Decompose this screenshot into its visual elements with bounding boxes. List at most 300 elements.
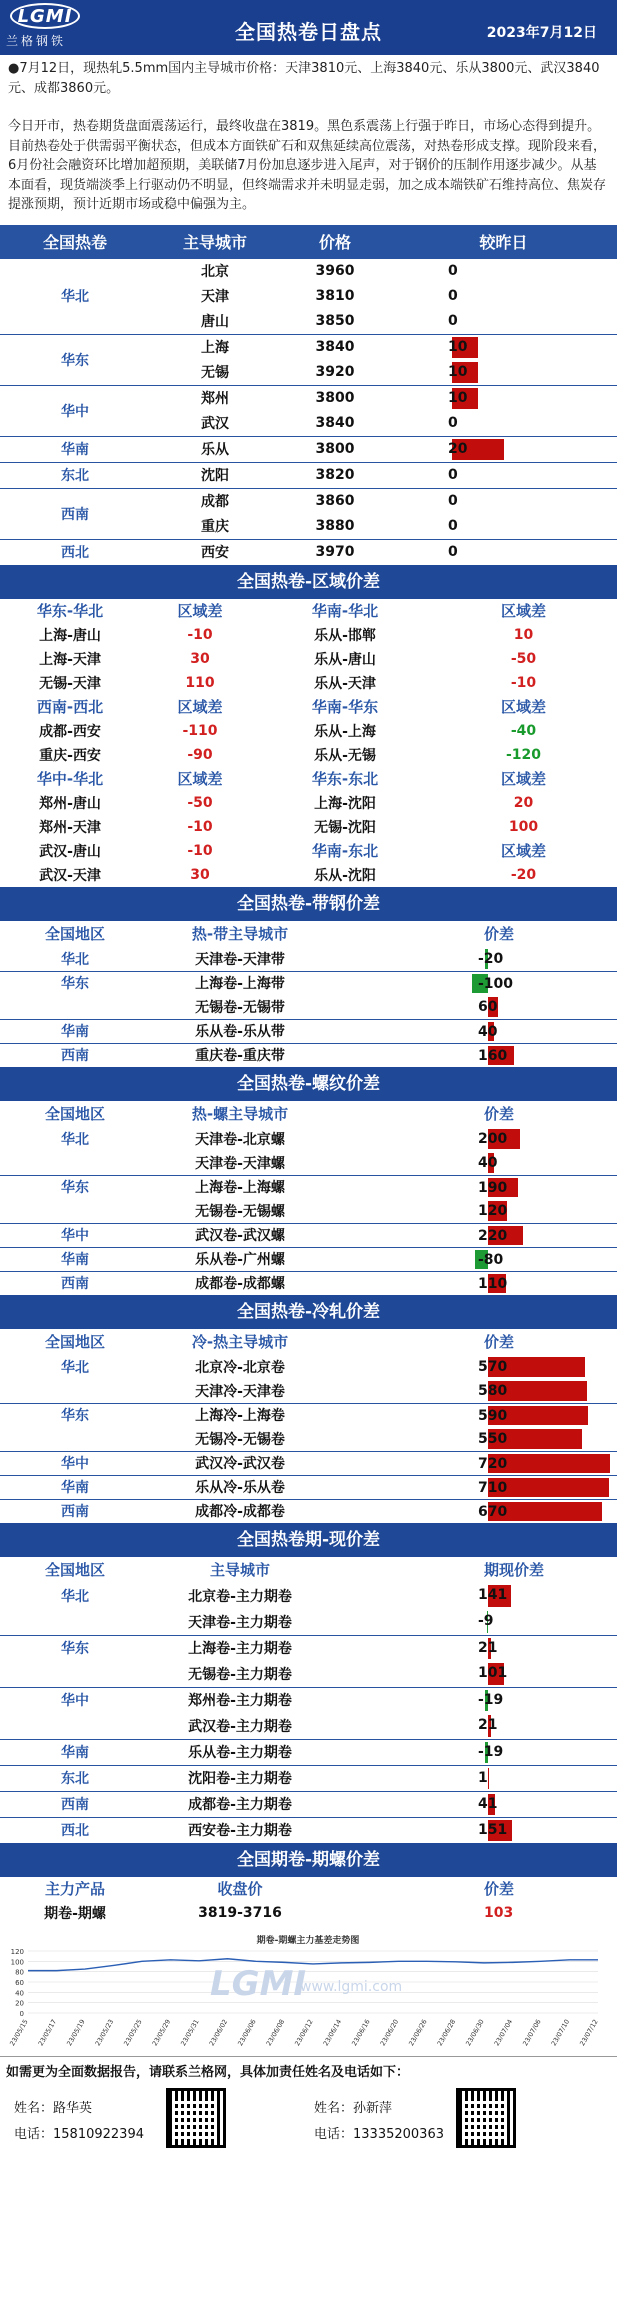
spread-value: 160 [478,1047,508,1064]
y-tick-label: 40 [15,1988,24,1997]
cold-spread-section [0,1295,617,1523]
spread-value: 41 [478,1795,498,1812]
pair-label: 北京卷-主力期卷 [188,1588,292,1605]
spread-value: 570 [478,1358,508,1375]
subheader: 华南-东北 [311,842,379,860]
region-label: 华北 [61,951,89,968]
pair-label: 北京冷-北京卷 [195,1359,285,1376]
city-cell: 北京 [201,264,229,280]
table-row [0,995,617,1019]
spread-value: -120 [505,746,542,763]
logo-mark: LGMI [10,3,80,29]
table-row [0,1499,617,1523]
region-label: 西南 [61,506,89,523]
x-tick-label: 23/07/06 [521,2017,543,2047]
spread-cell [330,1427,617,1451]
table-row [0,1817,617,1843]
pair-label: 成都卷-成都螺 [195,1276,285,1292]
spread-value: -10 [187,818,213,835]
region-label: 西南 [61,1048,89,1064]
region-label: 西北 [61,1823,89,1839]
subheader: 全国地区 [44,1333,105,1351]
price-cell: 3820 [315,467,355,483]
region-label: 华中 [61,1693,89,1709]
subheader: 区域差 [500,842,546,860]
spread-value: 580 [478,1382,508,1399]
region-label: 西南 [61,1504,89,1520]
region-label: 东北 [61,468,89,484]
spread-value: 200 [478,1130,508,1147]
city-cell: 天津 [201,289,229,305]
x-tick-label: 23/05/15 [8,2017,30,2047]
region-group [0,334,617,385]
spread-value: -9 [478,1612,494,1629]
spread-value: 40 [478,1023,498,1040]
spread-value: -10 [187,626,213,643]
spread-value: 21 [478,1639,498,1656]
subheader: 价差 [484,1333,515,1351]
spread-cell [330,1713,617,1739]
change-cell [390,540,617,565]
region-group [0,385,617,436]
pair-label: 西安卷-主力期卷 [188,1823,292,1839]
subheader: 区域差 [500,602,546,620]
futures-spread-section [0,1523,617,1843]
table-row [0,1271,617,1295]
region-label: 华东 [61,1641,89,1657]
price-table-header [0,225,617,259]
y-tick-label: 0 [19,2009,24,2018]
x-tick-label: 23/06/08 [264,2017,287,2047]
spread-value: 590 [478,1407,508,1424]
chart-title: 期卷-期螺主力基差走势图 [256,1935,360,1946]
pair-label: 上海-沈阳 [314,795,376,812]
table-row [0,647,617,671]
pair-label: 天津卷-天津带 [195,951,285,968]
price-cell: 3880 [315,518,355,534]
x-tick-label: 23/06/14 [321,2017,344,2047]
spread-cell [330,1661,617,1687]
spread-value: 60 [478,998,498,1015]
table-row [0,1451,617,1475]
spread-cell [330,1818,617,1843]
region-label: 华南 [61,1252,89,1268]
table-row [0,1019,617,1043]
subheader: 期现价差 [484,1561,545,1579]
subheader: 区域差 [500,770,546,788]
change-value: 20 [448,440,468,457]
subheader-row [0,599,617,623]
x-tick-label: 23/05/23 [93,2017,116,2047]
spread-value: 120 [478,1202,508,1219]
region-label: 西南 [61,1276,89,1292]
spread-value: -19 [478,1691,504,1708]
subheader: 西南-西北 [36,698,104,716]
subheader: 全国地区 [44,925,105,943]
region-label: 华北 [61,1359,89,1376]
table-row [0,1713,617,1739]
spread-value: -19 [478,1743,504,1760]
x-tick-label: 23/06/26 [407,2017,429,2047]
subheader: 华南-华东 [311,698,379,716]
pair-label: 乐从-邯郸 [314,627,376,644]
series-line [28,1958,598,1970]
table-row [0,1739,617,1765]
subheader: 收盘价 [217,1880,263,1898]
region-label: 华中 [61,1456,89,1472]
city-cell: 沈阳 [201,468,229,484]
price-cell: 3840 [315,415,355,431]
pair-label: 武汉-唐山 [39,843,101,860]
pair-label: 上海卷-主力期卷 [188,1641,292,1657]
spread-cell [330,1476,617,1499]
x-tick-label: 23/06/28 [435,2017,458,2047]
region-group [0,436,617,462]
regional-spread-section [0,565,617,887]
region-group [0,488,617,539]
spread-value: -40 [510,722,537,739]
pair-label: 无锡-沈阳 [314,819,376,836]
spread-cell [330,1609,617,1635]
change-value: 0 [448,312,458,329]
subheader: 价差 [484,1880,515,1898]
table-row [0,1127,617,1151]
region-label: 西南 [61,1797,89,1813]
spread-cell [330,1272,617,1295]
table-row [0,1635,617,1661]
table-row [0,1151,617,1175]
spread-value: -20 [478,950,504,967]
watermark-site: www.lgmi.com [300,1978,403,1995]
price-cell: 3850 [315,313,355,329]
table-row [0,1609,617,1635]
subheader-row [0,767,617,791]
change-value: 0 [448,262,458,279]
pair-label: 天津卷-天津螺 [195,1155,285,1172]
spread-cell [330,972,617,995]
y-tick-label: 100 [10,1957,24,1966]
change-cell [390,360,617,385]
subheader: 华南-华北 [311,602,379,620]
city-cell: 郑州 [201,391,229,407]
pair-label: 上海-天津 [39,651,101,668]
spread-cell [330,1636,617,1661]
y-tick-label: 120 [10,1947,24,1956]
spread-value: 20 [513,794,534,811]
subheader: 主力产品 [44,1880,105,1898]
price-table [0,225,617,565]
x-tick-label: 23/05/17 [36,2017,59,2047]
column-header: 全国热卷 [42,233,107,252]
subheader: 华东-东北 [311,770,379,788]
region-label: 华南 [61,442,89,458]
spread-value: -110 [182,722,218,739]
region-group [0,462,617,488]
change-cell [390,437,617,462]
table-row [0,1043,617,1067]
pair-label: 乐从卷-主力期卷 [188,1745,292,1761]
close-cell: 3819-3716 [198,1904,282,1921]
spread-value: -80 [478,1251,504,1268]
intro-para-2: 今日开市，热卷期货盘面震荡运行，最终收盘在3819。黑色系震荡上行强于昨日，市场心态得到提升。目前热卷处于供需弱平衡状态，但成本方面铁矿石和双焦延续高位震荡，对热卷形成支撑。现阶段来看，6月份社会融资环比增加超预期，美联储7月份加息逐步进入尾声，对于钢价的压制作用逐步减少。从基本面看，现货端淡季上行驱动仍不明显，但终端需求并未明显走弱，加之成本端铁矿石维持高位、焦炭存提涨预期，预计近期市场或稳中偏强为主。 [8,119,607,212]
table-row [0,815,617,839]
pair-label: 武汉卷-主力期卷 [188,1718,292,1735]
report-header [0,0,617,55]
spread-cell [330,1176,617,1199]
change-cell [390,463,617,488]
subheader: 价差 [484,925,515,943]
city-cell: 武汉 [201,416,229,432]
subheader: 全国地区 [44,1105,105,1123]
y-tick-label: 60 [15,1978,24,1987]
pair-label: 天津卷-主力期卷 [188,1614,292,1631]
pair-label: 成都卷-主力期卷 [188,1797,292,1813]
spread-cell [330,995,617,1019]
region-label: 华北 [61,1588,89,1605]
region-label: 华东 [61,1180,89,1196]
x-tick-label: 23/07/12 [578,2017,600,2047]
spread-value: 30 [190,866,210,883]
subheader: 主导城市 [209,1561,270,1579]
contact-footer: 如需更为全面数据报告，请联系兰格网，具体加责任姓名及电话如下： 姓名：路华英 电话：15810922394 姓名：孙新萍 电话：13335200363 [0,2056,617,2152]
subheader: 区域差 [177,698,223,716]
pair-label: 无锡卷-主力期卷 [188,1666,292,1683]
region-label: 东北 [61,1771,89,1787]
spread-cell [330,1020,617,1043]
change-value: 10 [448,389,468,406]
spread-value: 100 [508,818,539,835]
change-cell [390,284,617,309]
table-row [0,947,617,971]
spread-cell [330,1224,617,1247]
table-row [0,1175,617,1199]
spread-value: 21 [478,1716,498,1733]
column-header: 主导城市 [182,233,247,252]
region-group [0,539,617,565]
city-cell: 重庆 [201,519,229,535]
spread-cell [330,1127,617,1151]
city-cell: 无锡 [201,365,229,381]
intro-text [0,55,617,215]
table-row [0,1223,617,1247]
change-value: 10 [448,363,468,380]
spread-value: 220 [478,1227,508,1244]
qr-code [166,2088,226,2148]
subheader: 热-带主导城市 [191,925,289,943]
region-label: 华中 [61,403,89,420]
change-cell [390,514,617,539]
spread-value: -100 [478,975,514,992]
pair-label: 无锡卷-无锡带 [195,999,285,1016]
pair-label: 乐从-天津 [314,675,376,692]
change-value: 0 [448,543,458,560]
x-tick-label: 23/05/25 [122,2017,144,2047]
change-value: 10 [448,338,468,355]
region-label: 华南 [61,1024,89,1040]
region-label: 华东 [61,352,89,369]
section-title: 全国热卷-区域价差 [0,565,617,599]
x-tick-label: 23/06/16 [350,2017,372,2047]
spread-value: 110 [478,1275,508,1292]
pair-label: 天津卷-北京螺 [195,1131,285,1148]
pair-label: 无锡-天津 [39,675,101,692]
table-row [0,1687,617,1713]
table-row [0,743,617,767]
strip-spread-section [0,887,617,1067]
price-cell: 3840 [315,339,355,355]
spread-value: 720 [478,1455,508,1472]
subheader-row [0,921,617,947]
spread-value: 151 [478,1821,508,1838]
city-cell: 上海 [201,340,229,356]
spread-cell [330,1199,617,1223]
spread-value: -50 [510,650,537,667]
footer-note: 如需更为全面数据报告，请联系兰格网，具体加责任姓名及电话如下： [6,2064,410,2080]
spread-value: -90 [187,746,213,763]
x-tick-label: 23/06/12 [293,2017,315,2047]
city-cell: 乐从 [201,442,229,458]
pair-label: 上海卷-上海螺 [195,1180,285,1196]
spread-cell [330,1500,617,1523]
subheader-row [0,1877,617,1901]
region-label: 华北 [61,1131,89,1148]
pair-label: 无锡冷-无锡卷 [195,1431,285,1448]
pair-label: 郑州卷-主力期卷 [188,1693,292,1709]
region-label: 华东 [61,1408,89,1424]
pair-label: 天津冷-天津卷 [195,1383,285,1400]
watermark-text: LGMI [210,1963,307,2004]
table-row [0,671,617,695]
table-row [0,1355,617,1379]
spread-value: -20 [510,866,537,883]
pair-label: 重庆-西安 [39,747,101,764]
spread-cell [330,1766,617,1791]
spread-value: -50 [187,794,213,811]
spread-value: 40 [478,1154,498,1171]
spread-value: 103 [484,1904,514,1921]
change-value: 0 [448,287,458,304]
pair-label: 成都冷-成都卷 [195,1504,285,1520]
table-row [0,623,617,647]
report-date: 2023年7月12日 [486,25,597,41]
pair-label: 沈阳卷-主力期卷 [188,1771,292,1787]
spread-value: 110 [185,674,215,691]
change-value: 0 [448,414,458,431]
spread-cell [330,1740,617,1765]
table-row [0,1791,617,1817]
section-title: 全国热卷期-现价差 [0,1523,617,1557]
table-row [0,1199,617,1223]
y-tick-label: 20 [15,1999,24,2008]
subheader: 全国地区 [44,1561,105,1579]
product-cell: 期卷-期螺 [44,1905,106,1922]
subheader: 华东-华北 [36,602,104,620]
qr-code [456,2088,516,2148]
table-row [0,971,617,995]
x-tick-label: 23/05/29 [150,2017,173,2047]
change-value: 0 [448,517,458,534]
x-tick-label: 23/07/10 [549,2017,572,2047]
table-row [0,1379,617,1403]
column-header: 价格 [318,233,351,252]
x-tick-label: 23/06/20 [378,2017,401,2047]
subheader: 冷-热主导城市 [191,1333,289,1351]
spread-value: -10 [187,842,213,859]
price-cell: 3800 [315,441,355,457]
pair-label: 郑州-天津 [39,819,101,836]
pair-label: 乐从卷-乐从带 [195,1024,285,1040]
spread-cell [330,1044,617,1067]
spread-cell [330,1792,617,1817]
table-row [0,1247,617,1271]
section-title: 全国热卷-螺纹价差 [0,1067,617,1101]
subheader: 华中-华北 [36,770,104,788]
pair-label: 上海冷-上海卷 [195,1408,285,1424]
logo-cn: 兰格钢铁 [6,34,67,48]
change-cell [390,309,617,334]
table-row [0,1661,617,1687]
pair-label: 乐从-上海 [314,723,376,740]
pair-label: 重庆卷-重庆带 [195,1048,285,1064]
price-cell: 3810 [315,288,355,304]
pair-label: 武汉-天津 [39,867,101,884]
table-row [0,1475,617,1499]
change-cell [390,386,617,411]
price-cell: 3970 [315,544,355,560]
spread-cell [330,1355,617,1379]
subheader: 价差 [484,1105,515,1123]
basis-line-chart [0,1931,617,2056]
price-cell: 3960 [315,263,355,279]
pair-label: 乐从-无锡 [314,747,376,764]
table-row [0,1583,617,1609]
change-value: 0 [448,492,458,509]
pair-label: 乐从-沈阳 [314,867,376,884]
spread-value: 190 [478,1179,508,1196]
contact-name-2: 孙新萍 [353,2100,393,2116]
spread-value: 141 [478,1586,508,1603]
change-cell [390,335,617,360]
table-row [0,791,617,815]
section-title: 全国热卷-冷轧价差 [0,1295,617,1329]
pair-label: 乐从-唐山 [314,651,376,668]
contact-tel-2: 13335200363 [353,2126,444,2142]
spread-cell [330,1379,617,1403]
x-tick-label: 23/06/02 [207,2017,230,2047]
spread-value: 1 [478,1769,488,1786]
spread-value: 101 [478,1664,508,1681]
pair-label: 武汉卷-武汉螺 [195,1228,285,1244]
change-cell [390,259,617,284]
pair-label: 上海-唐山 [39,627,101,644]
table-row [0,1765,617,1791]
subheader: 区域差 [177,770,223,788]
region-label: 西北 [61,545,89,561]
table-row [0,1427,617,1451]
subheader: 区域差 [500,698,546,716]
price-cell: 3800 [315,390,355,406]
subheader: 热-螺主导城市 [191,1105,289,1123]
change-cell [390,411,617,436]
spread-value: 710 [478,1479,508,1496]
pair-label: 武汉冷-武汉卷 [195,1456,285,1472]
subheader: 区域差 [177,602,223,620]
subheader-row [0,1329,617,1355]
pair-label: 郑州-唐山 [39,795,101,812]
pair-label: 无锡卷-无锡螺 [195,1203,285,1220]
city-cell: 成都 [201,494,229,510]
region-label: 华东 [61,976,89,992]
